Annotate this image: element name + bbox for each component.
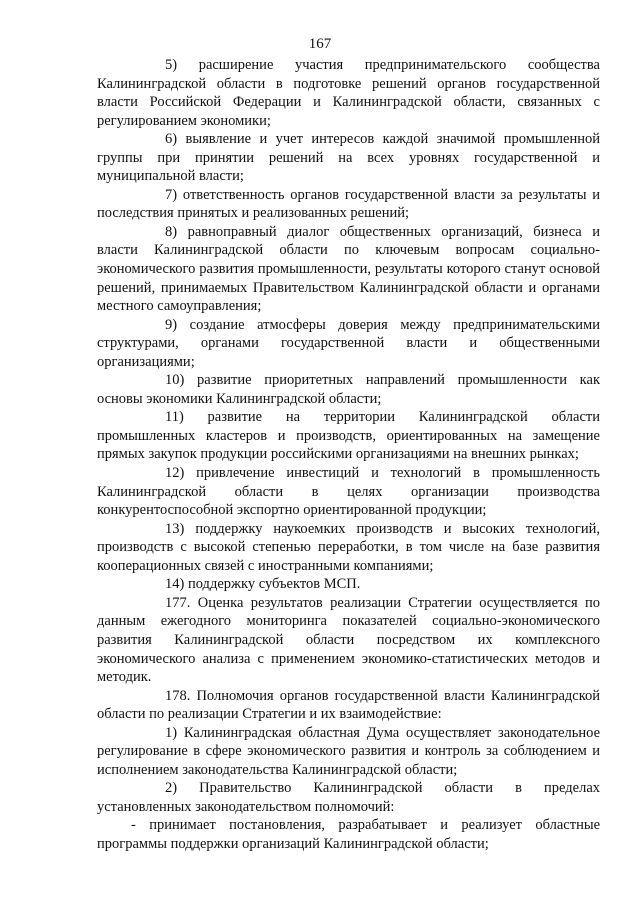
list-item-8 bbox=[97, 223, 600, 316]
section-text: Полномочия органов государственной власти Калининградской области по реализации Стратегии и их взаимодействие: bbox=[97, 687, 601, 723]
item-text: создание атмосферы доверия между предпринимательскими структурами, органами государственной власти и общественными организациями; bbox=[97, 316, 600, 370]
item-text: развитие приоритетных направлений промышленности как основы экономики Калининградской области; bbox=[97, 372, 600, 407]
item-text: принимает постановления, разрабатывает и реализует областные программы поддержки организаций Калининградской области; bbox=[97, 817, 601, 852]
page-number: 167 bbox=[308, 36, 332, 52]
item-number: 11) bbox=[165, 409, 184, 426]
item-number: 7) bbox=[165, 186, 178, 203]
item-text: поддержку наукоемких производств и высоких технологий, производств с высокой степенью переработки, в том числе на базе развития кооперационных связей с иностранными компаниями; bbox=[97, 520, 601, 574]
list-item-14 bbox=[97, 575, 600, 594]
item-text: выявление и учет интересов каждой значимой промышленной группы при принятии решений на всех уровнях государственной и муниципальной власти; bbox=[97, 131, 600, 185]
item-text: развитие на территории Калининградской области промышленных кластеров и производств, ориентированных на замещение прямых закупок продукции российскими организациями на внешних рынках; bbox=[97, 409, 601, 463]
list-item-10 bbox=[97, 371, 600, 408]
item-number: 10) bbox=[165, 372, 185, 389]
section-177 bbox=[97, 594, 600, 687]
item-number: 1) bbox=[165, 724, 178, 741]
dash-item bbox=[97, 816, 600, 853]
item-number: 14) bbox=[165, 576, 185, 593]
item-text: поддержку субъектов МСП. bbox=[187, 576, 361, 593]
list-item-5 bbox=[97, 56, 600, 130]
item-text: Правительство Калининградской области в пределах установленных законодательством полномочий: bbox=[97, 780, 601, 815]
item-text: расширение участия предпринимательского сообщества Калининградской области в подготовке решений органов государственной власти Российской Федерации и Калининградской области, связанных с регулированием экономики; bbox=[97, 57, 600, 129]
list-item-13 bbox=[97, 520, 600, 576]
list-item-2 bbox=[97, 779, 600, 816]
list-item-6 bbox=[97, 130, 600, 186]
item-number: 12) bbox=[165, 465, 185, 482]
list-item-12 bbox=[97, 464, 600, 520]
document-body bbox=[97, 56, 600, 854]
section-number: 178. bbox=[165, 687, 191, 704]
list-item-1 bbox=[97, 724, 600, 780]
item-text: равноправный диалог общественных организаций, бизнеса и власти Калининградской области по ключевым вопросам социально-экономического развития промышленности, результаты которого станут основой решений, принимаемых Правительством Калининградской области и органами местного самоуправления; bbox=[97, 223, 600, 315]
item-number: 6) bbox=[165, 131, 178, 148]
item-text: привлечение инвестиций и технологий в промышленность Калининградской области в целях организации производства конкурентоспособной экспортно ориентированной продукции; bbox=[97, 465, 600, 519]
item-number: 13) bbox=[165, 520, 185, 537]
section-number: 177. bbox=[165, 594, 191, 611]
list-item-7 bbox=[97, 186, 600, 223]
item-number: 5) bbox=[165, 57, 178, 73]
item-text: ответственность органов государственной власти за результаты и последствия принятых и реализованных решений; bbox=[97, 186, 601, 222]
section-text: Оценка результатов реализации Стратегии осуществляется по данным ежегодного мониторинга показателей социально-экономического развития Калининградской области посредством их комплексного экономического анализа с применением экономико-статистических методов и методик. bbox=[97, 594, 600, 686]
list-item-9 bbox=[97, 316, 600, 372]
item-number: 8) bbox=[165, 223, 178, 240]
item-text: Калининградская областная Дума осуществляет законодательное регулирование в сфере экономического развития и контроль за соблюдением и исполнением законодательства Калининградской области; bbox=[97, 724, 601, 778]
item-number: 9) bbox=[165, 316, 178, 333]
section-178 bbox=[97, 687, 600, 724]
list-item-11 bbox=[97, 408, 600, 464]
item-number: 2) bbox=[165, 780, 178, 797]
dash-marker: - bbox=[131, 817, 136, 834]
